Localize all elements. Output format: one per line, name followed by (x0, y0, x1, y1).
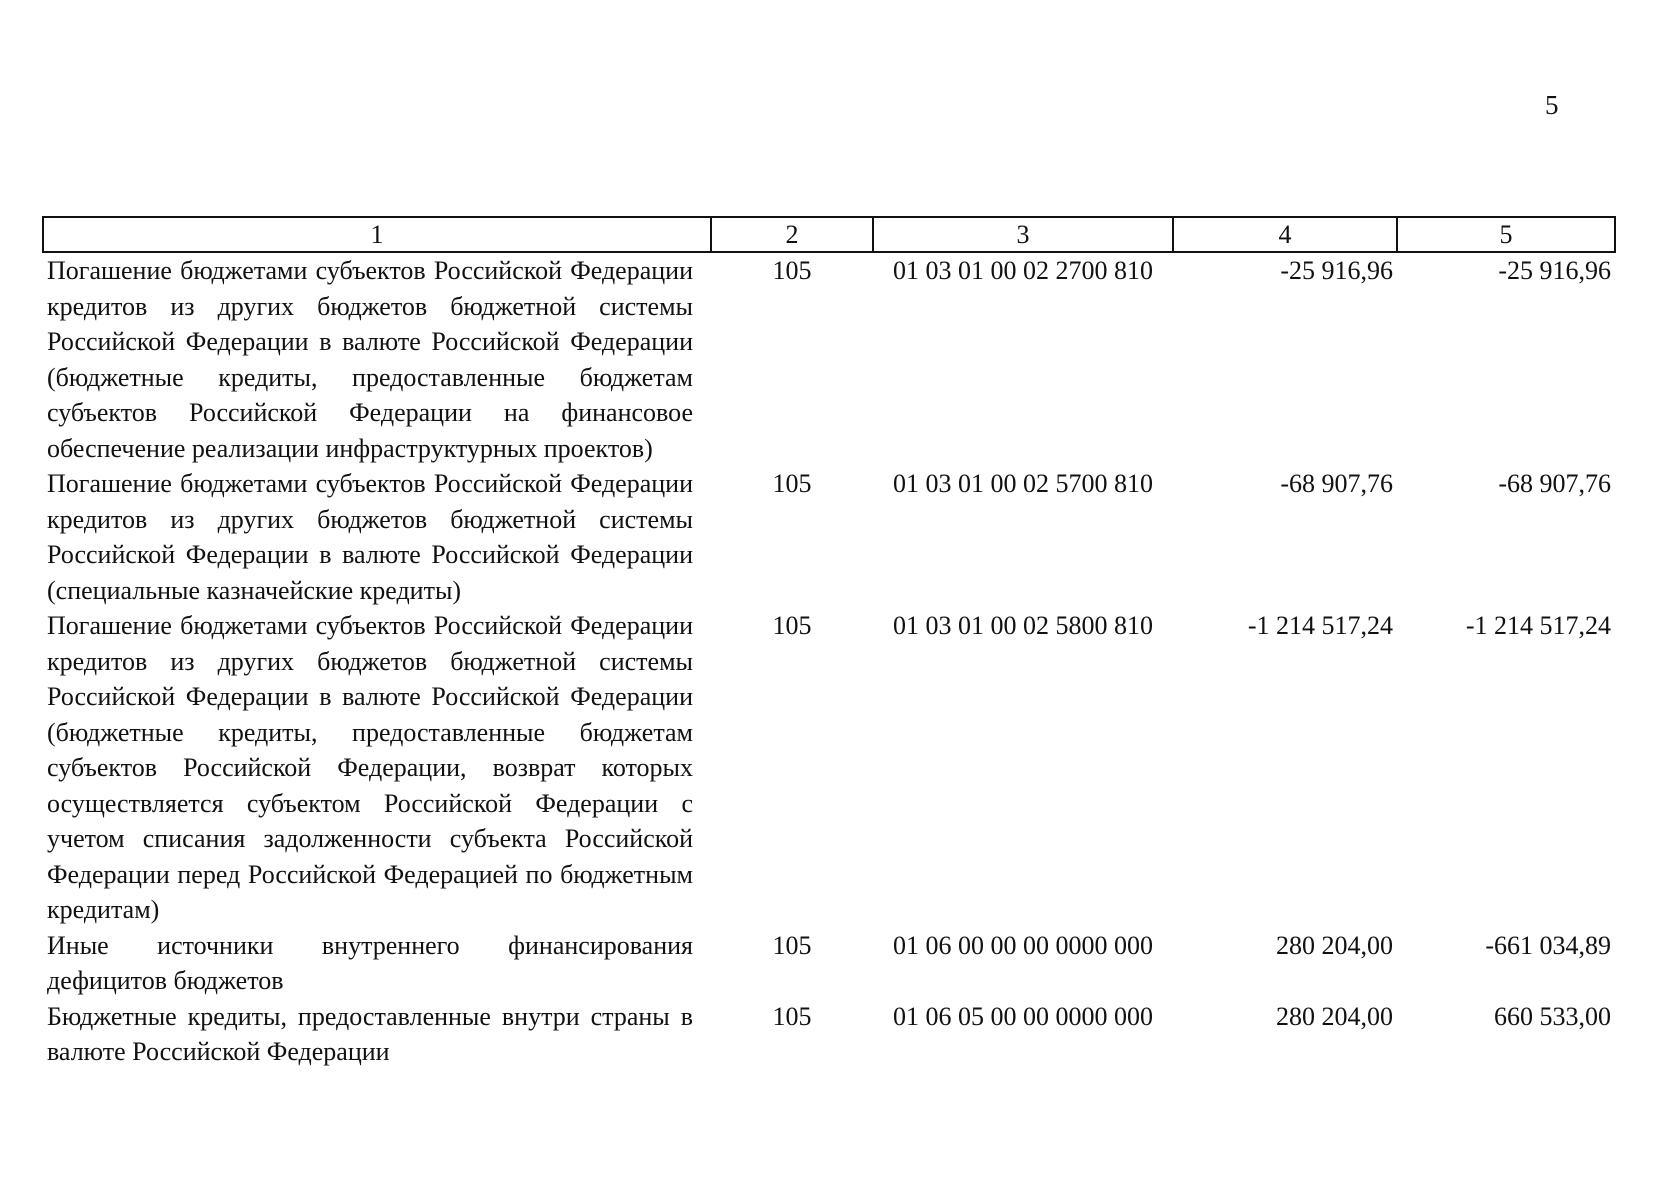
row-value-col5: -661 034,89 (1485, 930, 1611, 960)
row-value-col5: -68 907,76 (1498, 469, 1611, 498)
row-classification-code: 01 03 01 00 02 5800 810 (893, 611, 1153, 640)
row-value-col5: 660 533,00 (1494, 1001, 1611, 1031)
header-col-3: 3 (873, 217, 1173, 252)
row-classification-code: 01 06 05 00 00 0000 000 (893, 1001, 1153, 1031)
table-row (43, 999, 1615, 1070)
header-col-1: 1 (43, 217, 711, 252)
row-value-col4: 280 204,00 (1276, 930, 1393, 960)
table-row (43, 252, 1615, 466)
header-row (43, 217, 1615, 252)
row-admin-code: 105 (772, 611, 812, 640)
page-number: 5 (1545, 90, 1559, 120)
row-name: Иные источники внутреннего финансирования дефицитов бюджетов (47, 930, 693, 995)
budget-table (42, 216, 1616, 1070)
table-header (43, 217, 1615, 252)
row-name: Погашение бюджетами субъектов Российской Федерации кредитов из других бюджетов бюджетной системы Российской Федерации в валюте Российской Федерации (специальные казначейские кредиты) (47, 469, 693, 605)
row-value-col4: -68 907,76 (1280, 469, 1393, 498)
row-admin-code: 105 (772, 1001, 812, 1031)
row-admin-code: 105 (772, 469, 812, 498)
row-name: Погашение бюджетами субъектов Российской Федерации кредитов из других бюджетов бюджетной системы Российской Федерации в валюте Российской Федерации (бюджетные кредиты, предоставленные бюджетам субъектов Российской Федерации, возврат которых осуществляется субъектом Российской Федерации с учетом списания задолженности субъекта Российской Федерации перед Российской Федерацией по бюджетным кредитам) (47, 611, 693, 924)
table-row (43, 466, 1615, 608)
row-classification-code: 01 03 01 00 02 2700 810 (893, 256, 1153, 285)
header-col-5: 5 (1397, 217, 1615, 252)
row-name: Погашение бюджетами субъектов Российской Федерации кредитов из других бюджетов бюджетной системы Российской Федерации в валюте Российской Федерации (бюджетные кредиты, предоставленные бюджетам субъектов Российской Федерации на финансовое обеспечение реализации инфраструктурных проектов) (47, 256, 693, 463)
header-col-4: 4 (1173, 217, 1397, 252)
row-classification-code: 01 06 00 00 00 0000 000 (893, 930, 1153, 960)
row-value-col4: 280 204,00 (1276, 1001, 1393, 1031)
table-row (43, 928, 1615, 999)
row-name: Бюджетные кредиты, предоставленные внутри страны в валюте Российской Федерации (47, 1001, 693, 1066)
row-classification-code: 01 03 01 00 02 5700 810 (893, 469, 1153, 498)
row-value-col5: -25 916,96 (1498, 256, 1611, 285)
row-value-col5: -1 214 517,24 (1465, 611, 1611, 640)
row-admin-code: 105 (772, 256, 812, 285)
table-body (43, 252, 1615, 1070)
header-col-2: 2 (711, 217, 873, 252)
table-row (43, 608, 1615, 928)
row-admin-code: 105 (772, 930, 812, 960)
row-value-col4: -25 916,96 (1280, 256, 1393, 285)
row-value-col4: -1 214 517,24 (1247, 611, 1393, 640)
